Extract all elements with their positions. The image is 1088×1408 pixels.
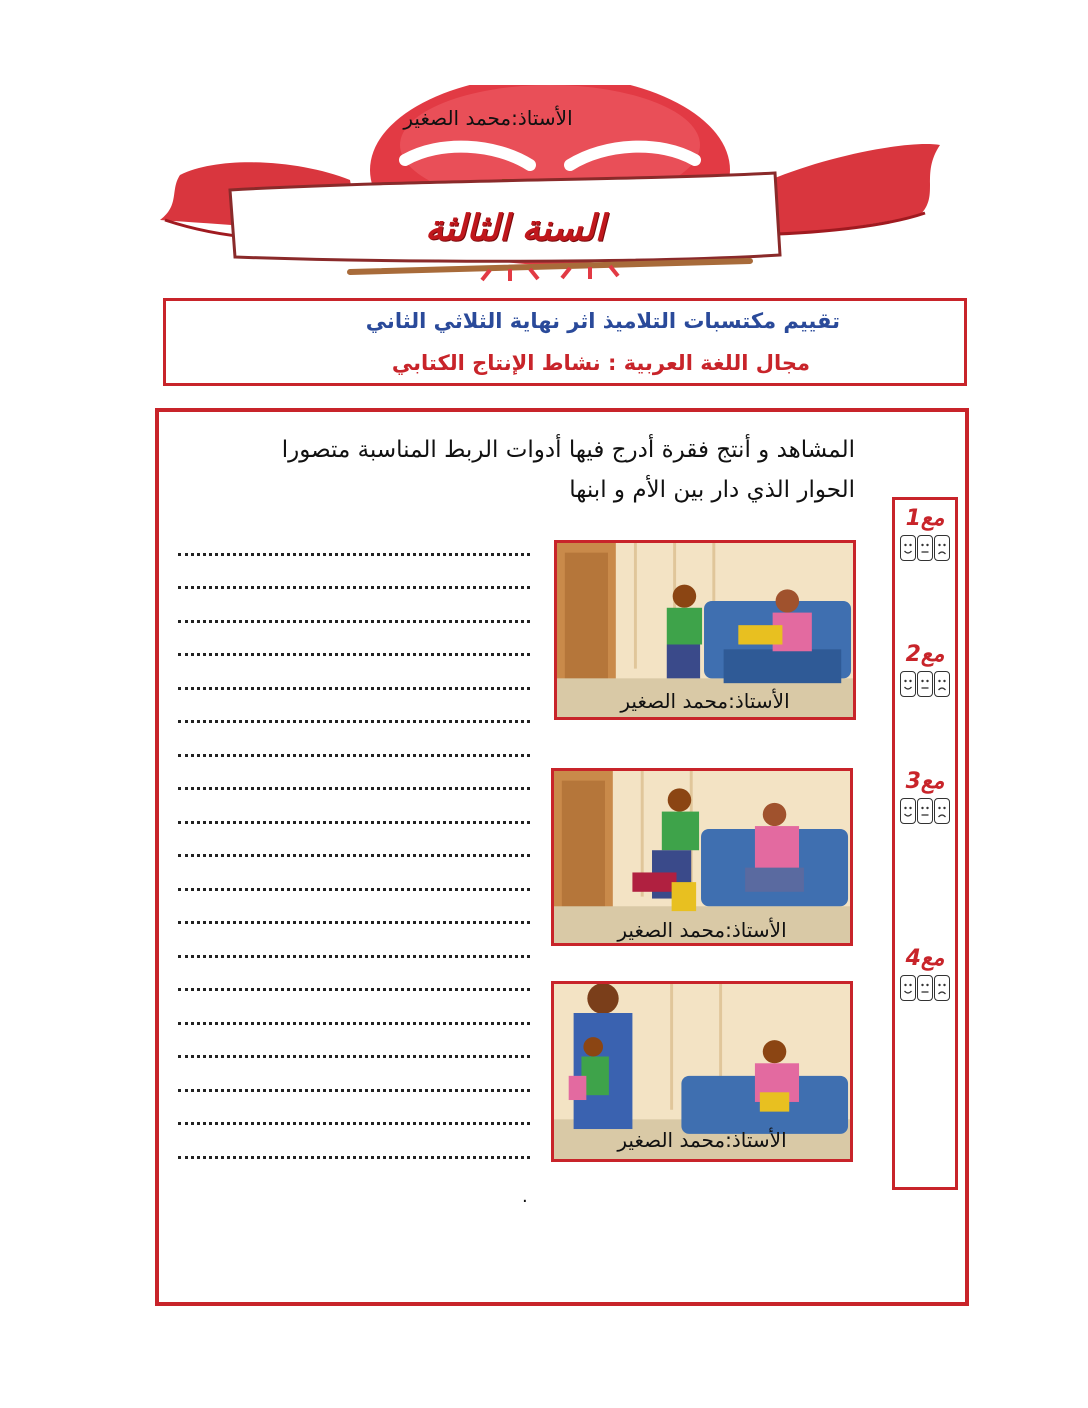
grade-title: السنة الثالثة xyxy=(425,208,605,249)
criterion-3 xyxy=(895,770,955,824)
scene-picture-1 xyxy=(554,540,856,720)
criterion-label: مع1 xyxy=(905,506,945,531)
instruction-text xyxy=(200,430,855,510)
picture-caption: الأستاذ:محمد الصغير xyxy=(617,918,787,942)
assessment-title: تقييم مكتسبات التلاميذ اثر نهاية الثلاثي الثاني xyxy=(365,309,840,333)
sad-face-icon[interactable] xyxy=(934,798,950,824)
writing-line[interactable] xyxy=(178,589,530,623)
teacher-name-top: الأستاذ:محمد الصغير xyxy=(403,106,573,130)
neutral-face-icon[interactable] xyxy=(917,535,933,561)
rating-faces[interactable] xyxy=(895,975,955,1001)
sad-face-icon[interactable] xyxy=(934,975,950,1001)
neutral-face-icon[interactable] xyxy=(917,671,933,697)
neutral-face-icon[interactable] xyxy=(917,798,933,824)
picture-caption: الأستاذ:محمد الصغير xyxy=(620,689,790,713)
writing-line[interactable] xyxy=(178,656,530,690)
writing-line[interactable] xyxy=(178,623,530,657)
writing-lines[interactable] xyxy=(178,522,530,1159)
writing-line[interactable] xyxy=(178,522,530,556)
writing-line[interactable] xyxy=(178,1025,530,1059)
subject-title: مجال اللغة العربية : نشاط الإنتاج الكتابي xyxy=(391,351,810,375)
end-mark: . xyxy=(522,1186,528,1207)
instruction-line-2: الحوار الذي دار بين الأم و ابنها xyxy=(569,477,855,503)
criteria-column xyxy=(892,497,958,1190)
writing-line[interactable] xyxy=(178,556,530,590)
sad-face-icon[interactable] xyxy=(934,671,950,697)
writing-line[interactable] xyxy=(178,891,530,925)
criterion-label: مع2 xyxy=(905,642,945,667)
writing-line[interactable] xyxy=(178,757,530,791)
writing-line[interactable] xyxy=(178,924,530,958)
happy-face-icon[interactable] xyxy=(900,671,916,697)
writing-line[interactable] xyxy=(178,690,530,724)
writing-line[interactable] xyxy=(178,1092,530,1126)
writing-line[interactable] xyxy=(178,1125,530,1159)
scene-picture-2 xyxy=(551,768,853,946)
writing-line[interactable] xyxy=(178,723,530,757)
scene-picture-3 xyxy=(551,981,853,1162)
rating-faces[interactable] xyxy=(895,671,955,697)
instruction-line-1: المشاهد و أنتج فقرة أدرج فيها أدوات الربط المناسبة متصورا xyxy=(281,437,855,463)
rating-faces[interactable] xyxy=(895,535,955,561)
criterion-2 xyxy=(895,643,955,697)
picture-caption: الأستاذ:محمد الصغير xyxy=(617,1128,787,1152)
criterion-label: مع4 xyxy=(905,946,945,971)
writing-line[interactable] xyxy=(178,1058,530,1092)
happy-face-icon[interactable] xyxy=(900,535,916,561)
criterion-label: مع3 xyxy=(905,769,945,794)
criterion-4 xyxy=(895,947,955,1001)
happy-face-icon[interactable] xyxy=(900,975,916,1001)
writing-line[interactable] xyxy=(178,790,530,824)
happy-face-icon[interactable] xyxy=(900,798,916,824)
writing-line[interactable] xyxy=(178,958,530,992)
sad-face-icon[interactable] xyxy=(934,535,950,561)
criterion-1 xyxy=(895,507,955,561)
writing-line[interactable] xyxy=(178,824,530,858)
writing-line[interactable] xyxy=(178,991,530,1025)
writing-line[interactable] xyxy=(178,857,530,891)
neutral-face-icon[interactable] xyxy=(917,975,933,1001)
rating-faces[interactable] xyxy=(895,798,955,824)
